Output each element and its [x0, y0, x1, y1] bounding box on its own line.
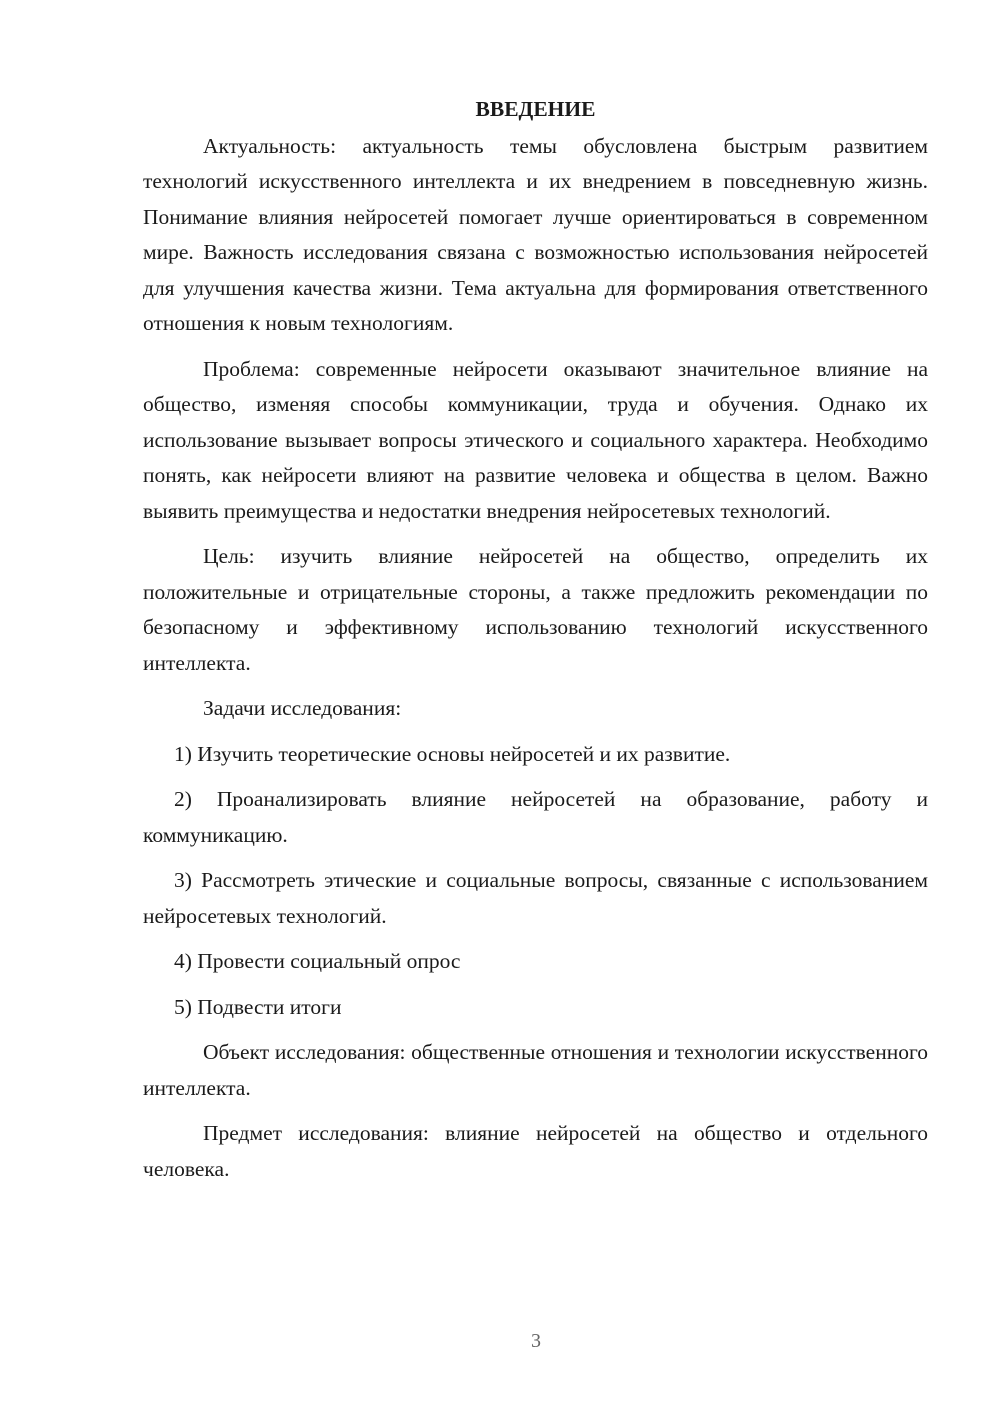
task-item-4: 4) Провести социальный опрос [174, 949, 461, 973]
task-item-1: 1) Изучить теоретические основы нейросетей и их развитие. [174, 741, 731, 766]
page-number: 3 [531, 1330, 541, 1352]
page-content [143, 92, 928, 1187]
task-item-3: 3) Рассмотреть этические и социальные вопросы, связанные с использованием нейросетевых технологий. [143, 868, 928, 928]
task-item-2: 2) Проанализировать влияние нейросетей на образование, работу и коммуникацию. [143, 787, 928, 847]
task-item-5: 5) Подвести итоги [174, 994, 342, 1019]
relevance-paragraph: Актуальность: актуальность темы обусловлена быстрым развитием технологий искусственного интеллекта и их внедрением в повседневную жизнь. Понимание влияния нейросетей помогает лучше ориентироваться в современном мире. Важность исследования связана с возможностью использования нейросетей для улучшения качества жизни. Тема актуальна для формирования ответственного отношения к новым технологиям. [143, 133, 928, 335]
goal-paragraph: Цель: изучить влияние нейросетей на общество, определить их положительные и отрицательные стороны, а также предложить рекомендации по безопасному и эффективному использованию технологий искусственного интеллекта. [143, 544, 928, 675]
tasks-heading: Задачи исследования: [203, 696, 402, 720]
section-title: ВВЕДЕНИЕ [475, 97, 596, 121]
object-paragraph: Объект исследования: общественные отношения и технологии искусственного интеллекта. [143, 1040, 928, 1100]
problem-paragraph: Проблема: современные нейросети оказывают значительное влияние на общество, изменяя способы коммуникации, труда и обучения. Однако их использование вызывает вопросы этического и социального характера. Необходимо понять, как нейросети влияют на развитие человека и общества в целом. Важно выявить преимущества и недостатки внедрения нейросетевых технологий. [143, 356, 928, 523]
subject-paragraph: Предмет исследования: влияние нейросетей на общество и отдельного человека. [143, 1121, 928, 1181]
